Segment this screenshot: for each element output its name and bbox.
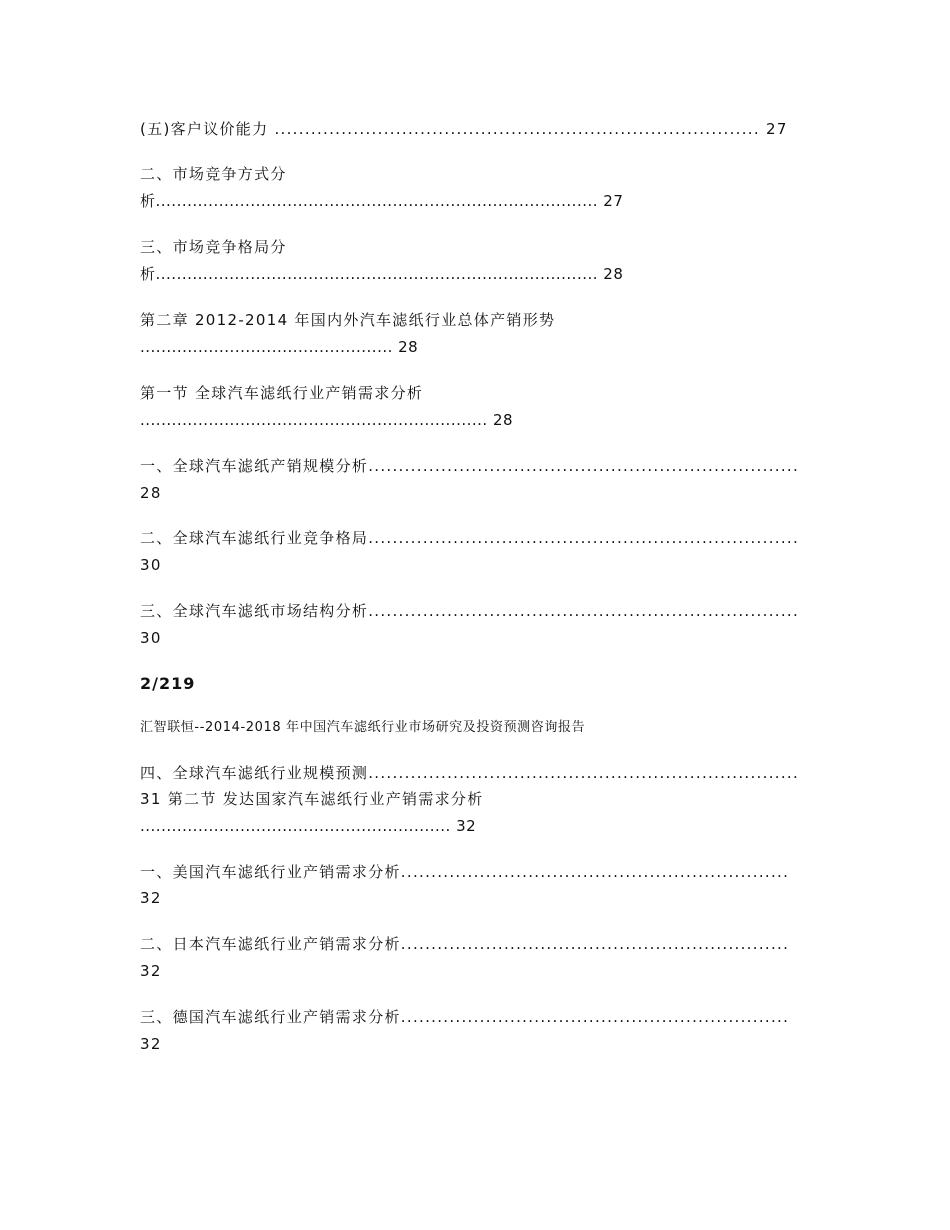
toc-entry-section-one-cont: .................................................................. 28 [140,411,514,429]
toc-entry-germany: 三、德国汽车滤纸行业产销需求分析................................................................ [140,1008,790,1026]
toc-entry-germany-page: 32 [140,1035,162,1053]
toc-entry-competition-pattern: 三、市场竞争格局分 [140,238,287,256]
toc-entry-competition-mode: 二、市场竞争方式分 [140,165,287,183]
toc-entry-competition-mode-cont: 析.................................................................................... 27 [140,192,624,210]
toc-entry-section-two-cont: ........................................................... 32 [140,817,477,835]
toc-entry-section-two: 31 第二节 发达国家汽车滤纸行业产销需求分析 [140,790,484,808]
toc-entry-japan-page: 32 [140,962,162,980]
toc-entry-chapter-two: 第二章 2012-2014 年国内外汽车滤纸行业总体产销形势 [140,311,556,329]
toc-entry-global-structure-page: 30 [140,629,162,647]
toc-entry-japan: 二、日本汽车滤纸行业产销需求分析................................................................ [140,935,790,953]
toc-entry-usa: 一、美国汽车滤纸行业产销需求分析................................................................ [140,863,790,881]
running-header: 汇智联恒--2014-2018 年中国汽车滤纸行业市场研究及投资预测咨询报告 [140,720,586,735]
toc-entry-global-scale-page: 28 [140,484,162,502]
toc-entry-global-scale: 一、全球汽车滤纸产销规模分析....................................................................... [140,457,800,475]
toc-entry-chapter-two-cont: ................................................ 28 [140,338,419,356]
toc-entry-global-forecast: 四、全球汽车滤纸行业规模预测....................................................................... [140,764,800,782]
toc-entry-competition-pattern-cont: 析.................................................................................... 28 [140,265,624,283]
toc-entry-customer-bargaining: (五)客户议价能力 ................................................................................ 27 [140,120,788,138]
toc-entry-usa-page: 32 [140,889,162,907]
page-number: 2/219 [140,674,196,693]
toc-entry-global-competition: 二、全球汽车滤纸行业竞争格局....................................................................... [140,529,800,547]
toc-entry-section-one: 第一节 全球汽车滤纸行业产销需求分析 [140,384,424,402]
toc-entry-global-competition-page: 30 [140,556,162,574]
toc-entry-global-structure: 三、全球汽车滤纸市场结构分析....................................................................... [140,602,800,620]
